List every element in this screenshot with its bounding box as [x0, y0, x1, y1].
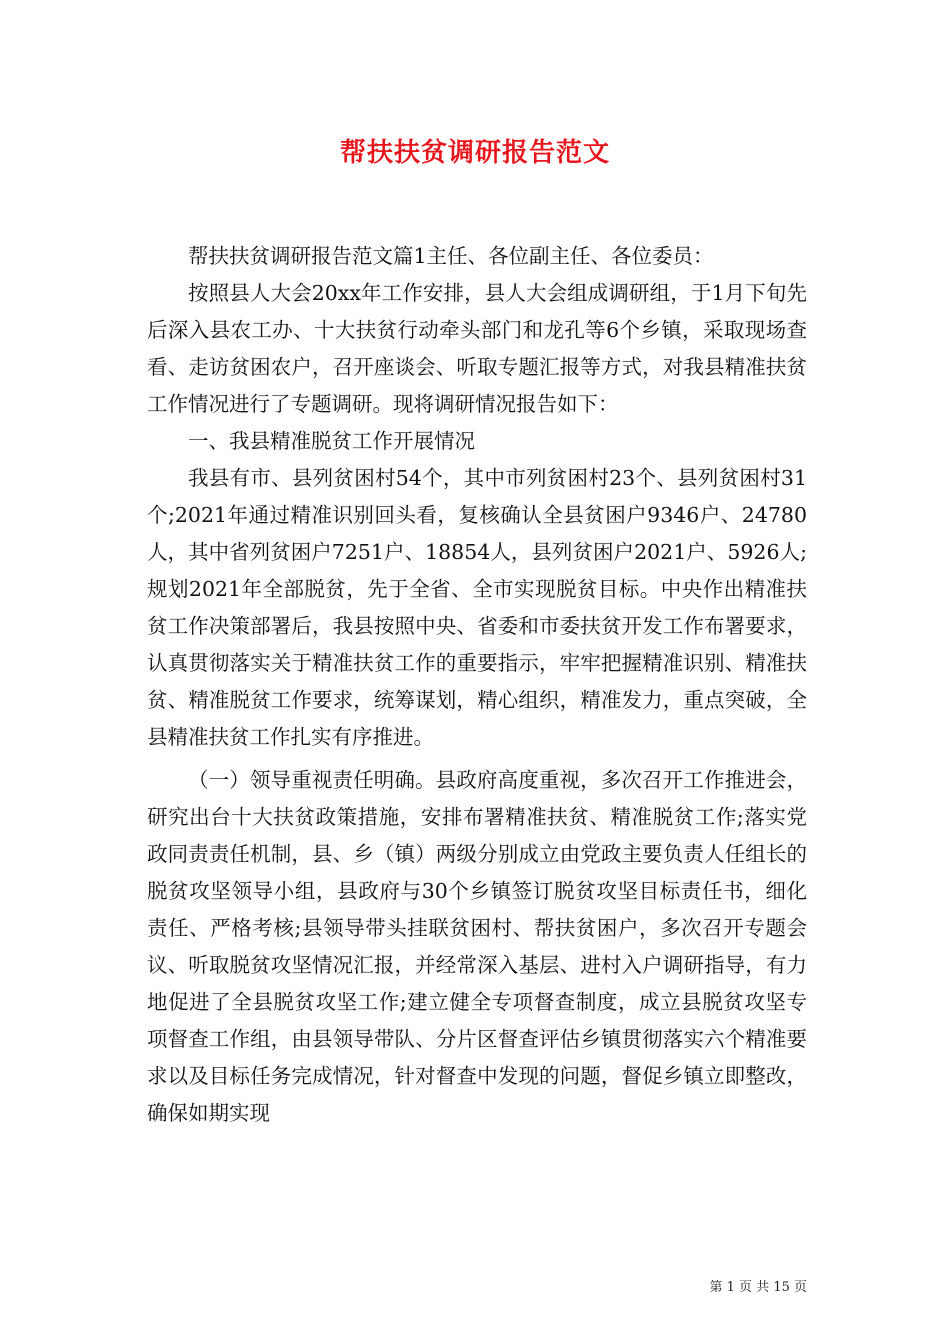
paragraph-intro: 按照县人大会20xx年工作安排，县人大会组成调研组，于1月下旬先后深入县农工办、十大扶贫行动牵头部门和龙孔等6个乡镇，采取现场查看、走访贫困农户，召开座谈会、听取专题汇报等方式，对我县精准扶贫工作情况进行了专题调研。现将调研情况报告如下：: [147, 281, 807, 416]
document-body: [147, 238, 807, 1132]
paragraph-leadership: （一）领导重视责任明确。县政府高度重视，多次召开工作推进会，研究出台十大扶贫政策措施，安排布署精准扶贫、精准脱贫工作;落实党政同责责任机制，县、乡（镇）两级分别成立由党政主要负责人任组长的脱贫攻坚领导小组，县政府与30个乡镇签订脱贫攻坚目标责任书，细化责任、严格考核;县领导带头挂联贫困村、帮扶贫困户，多次召开专题会议、听取脱贫攻坚情况汇报，并经常深入基层、进村入户调研指导，有力地促进了全县脱贫攻坚工作;建立健全专项督查制度，成立县脱贫攻坚专项督查工作组，由县领导带队、分片区督查评估乡镇贯彻落实六个精准要求以及目标任务完成情况，针对督查中发现的问题，督促乡镇立即整改，确保如期实现: [147, 768, 807, 1125]
section-heading: 一、我县精准脱贫工作开展情况: [188, 429, 475, 453]
page-number-footer: 第 1 页 共 15 页: [709, 1280, 807, 1295]
paragraph-overview: 我县有市、县列贫困村54个，其中市列贫困村23个、县列贫困村31个;2021年通过精准识别回头看，复核确认全县贫困户9346户、24780人，其中省列贫困户7251户、18854人，县列贫困户2021户、5926人;规划2021年全部脱贫，先于全省、全市实现脱贫目标。中央作出精准扶贫工作决策部署后，我县按照中央、省委和市委扶贫开发工作布署要求，认真贯彻落实关于精准扶贫工作的重要指示，牢牢把握精准识别、精准扶贫、精准脱贫工作要求，统筹谋划，精心组织，精准发力，重点突破，全县精准扶贫工作扎实有序推进。: [147, 466, 807, 749]
paragraph-salutation: 帮扶扶贫调研报告范文篇1主任、各位副主任、各位委员：: [188, 244, 714, 268]
document-title: 帮扶扶贫调研报告范文: [339, 138, 610, 168]
